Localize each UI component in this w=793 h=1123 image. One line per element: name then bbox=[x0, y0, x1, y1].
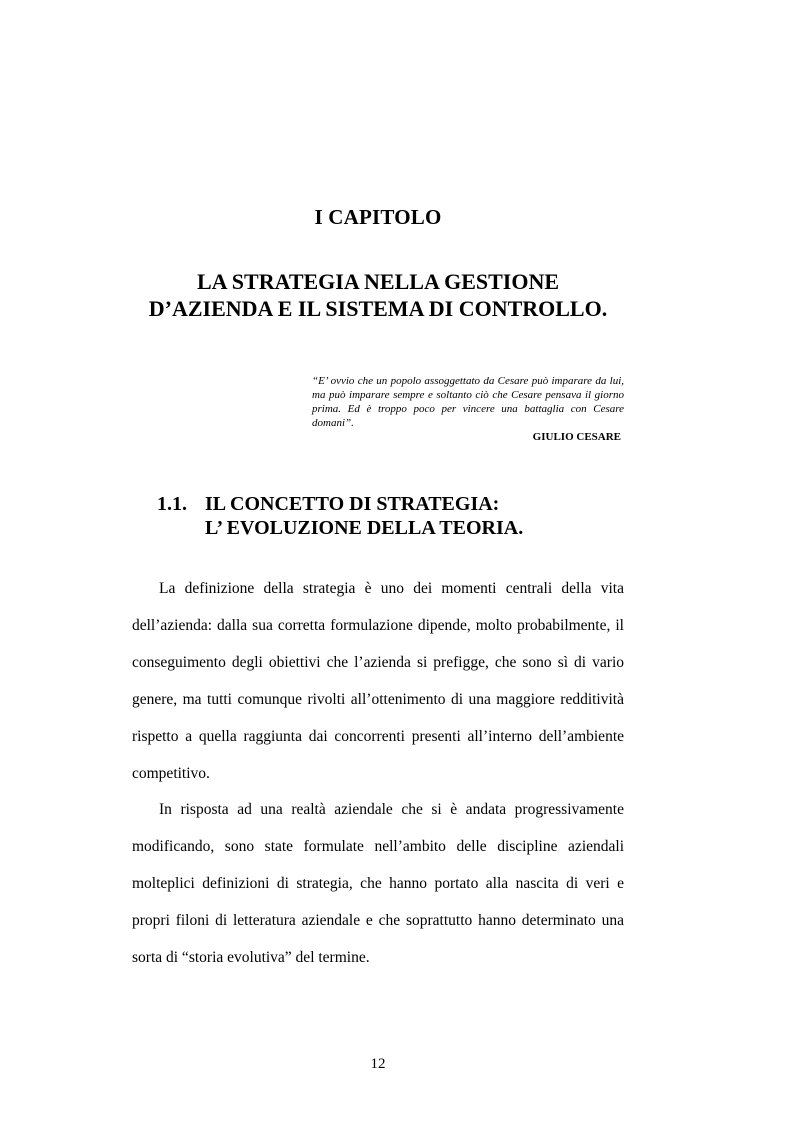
page-number: 12 bbox=[370, 1056, 386, 1072]
body-text bbox=[132, 571, 624, 977]
section-title-line-2: L’ EVOLUZIONE DELLA TEORIA. bbox=[205, 517, 524, 539]
section-number: 1.1. bbox=[157, 493, 187, 515]
chapter-label: I CAPITOLO bbox=[314, 205, 442, 229]
section-title-line-1: IL CONCETTO DI STRATEGIA: bbox=[205, 493, 500, 515]
chapter-title-line-1: LA STRATEGIA NELLA GESTIONE bbox=[196, 269, 560, 294]
chapter-title-line-2: D’AZIENDA E IL SISTEMA DI CONTROLLO. bbox=[148, 296, 608, 321]
chapter-title bbox=[0, 268, 756, 322]
paragraph: In risposta ad una realtà aziendale che si è andata progressivamente modificando, sono state formulate nell’ambito delle discipline aziendali molteplici definizioni di strategia, che hanno portato alla nascita di veri e propri filoni di letteratura aziendale e che soprattutto hanno determinato una sorta di “storia evolutiva” del termine. bbox=[132, 801, 624, 967]
section-heading-line-1 bbox=[157, 492, 523, 516]
paragraph: La definizione della strategia è uno dei momenti centrali della vita dell’azienda: dalla sua corretta formulazione dipende, molto probabilmente, il conseguimento degli obiettivi che l’azienda si prefigge, che sono sì di vario genere, ma tutti comunque rivolti all’ottenimento di una maggiore redditività rispetto a quella raggiunta dai concorrenti presenti all’interno dell’ambiente competitivo. bbox=[132, 580, 624, 782]
epigraph-author: GIULIO CESARE bbox=[532, 431, 621, 443]
epigraph-quote: “E’ ovvio che un popolo assoggettato da Cesare può imparare da lui, ma può imparare sempre e soltanto ciò che Cesare pensava il giorno prima. Ed è troppo poco per vincere una battaglia con Cesare domani”. bbox=[312, 375, 624, 429]
section-heading bbox=[157, 492, 523, 540]
